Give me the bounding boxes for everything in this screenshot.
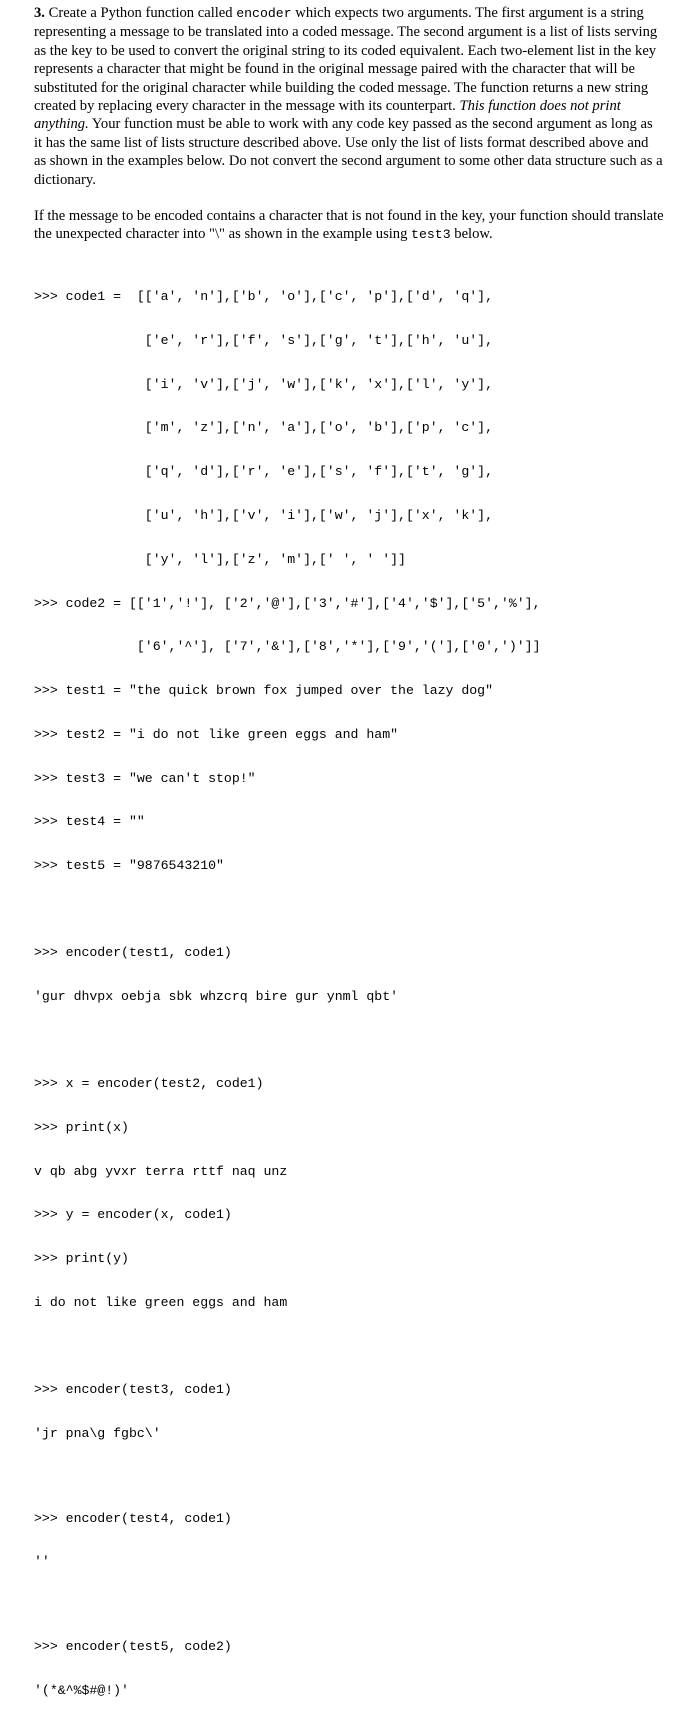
code-example-test1 <box>34 917 664 1034</box>
code-line: >>> y = encoder(x, code1) <box>34 1207 232 1223</box>
code-line: i do not like green eggs and ham <box>34 1294 288 1310</box>
code-definitions <box>34 261 664 903</box>
code-line: >>> test5 = "9876543210" <box>34 858 224 874</box>
code-line: ['y', 'l'],['z', 'm'],[' ', ' ']] <box>34 551 406 567</box>
paragraph-description <box>34 4 664 189</box>
test-name: test3 <box>411 227 451 243</box>
code-line: '' <box>34 1554 50 1570</box>
text-segment: which expects two arguments. The first argument is a string representing a message to be translated into a coded message. The second argument is a list of lists serving as the key to be used to convert the original string to its coded equivalent. Each two-element list in the key represents a character that might be found in the original message paired with the character that will be substituted for the original character while building the coded message. The function returns a new string created by replacing every character in the message with its counterpart. <box>34 5 658 115</box>
problem-number: 3. <box>34 5 45 21</box>
text-segment: Create a Python function called <box>44 5 237 21</box>
code-line: >>> code2 = [['1','!'], ['2','@'],['3','#'],['4','$'],['5','%'], <box>34 595 541 611</box>
code-example-test4 <box>34 1482 664 1599</box>
code-line: '(*&^%$#@!)' <box>34 1683 129 1699</box>
code-line: >>> print(x) <box>34 1119 129 1135</box>
code-line: ['q', 'd'],['r', 'e'],['s', 'f'],['t', 'g'], <box>34 464 493 480</box>
code-line: ['i', 'v'],['j', 'w'],['k', 'x'],['l', 'y'], <box>34 376 493 392</box>
document-page <box>34 4 664 1728</box>
text-segment: below. <box>450 226 493 243</box>
code-line: ['e', 'r'],['f', 's'],['g', 't'],['h', 'u'], <box>34 332 493 348</box>
code-line: 'jr pna\g fgbc\' <box>34 1425 161 1441</box>
code-example-test2 <box>34 1048 664 1340</box>
code-line: >>> encoder(test3, code1) <box>34 1381 232 1397</box>
code-line: >>> test2 = "i do not like green eggs and ham" <box>34 726 399 742</box>
problem-statement <box>34 4 664 245</box>
code-line: >>> test3 = "we can't stop!" <box>34 770 256 786</box>
italic-note: This function does not print anything. <box>34 98 621 133</box>
code-line: ['u', 'h'],['v', 'i'],['w', 'j'],['x', 'k'], <box>34 507 493 523</box>
code-line: v qb abg yvxr terra rttf naq unz <box>34 1163 288 1179</box>
code-example-test3 <box>34 1354 664 1471</box>
code-line: ['6','^'], ['7','&'],['8','*'],['9','('],['0',')']] <box>34 639 541 655</box>
code-line: >>> encoder(test1, code1) <box>34 945 232 961</box>
code-line: >>> code1 = [['a', 'n'],['b', 'o'],['c', 'p'],['d', 'q'], <box>34 289 493 305</box>
code-line: >>> print(y) <box>34 1251 129 1267</box>
text-segment: Your function must be able to work with any code key passed as the second argument as long as it has the same list of lists structure described above. Use only the list of lists format described above and as shown in the examples below. Do not convert the second argument to some other data structure such as a dictionary. <box>34 116 663 188</box>
code-line: 'gur dhvpx oebja sbk whzcrq bire gur ynml qbt' <box>34 988 399 1004</box>
code-line: >>> encoder(test4, code1) <box>34 1510 232 1526</box>
code-line: ['m', 'z'],['n', 'a'],['o', 'b'],['p', 'c'], <box>34 420 493 436</box>
paragraph-unexpected-char <box>34 207 664 245</box>
code-line: >>> test4 = "" <box>34 814 145 830</box>
text-segment: If the message to be encoded contains a character that is not found in the key, your function should translate the unexpected character into "\" as shown in the example using <box>34 208 664 243</box>
code-line: >>> encoder(test5, code2) <box>34 1639 232 1655</box>
code-line: >>> x = encoder(test2, code1) <box>34 1075 264 1091</box>
code-example-test5 <box>34 1611 664 1728</box>
function-name: encoder <box>236 6 292 21</box>
code-line: >>> test1 = "the quick brown fox jumped over the lazy dog" <box>34 683 493 699</box>
